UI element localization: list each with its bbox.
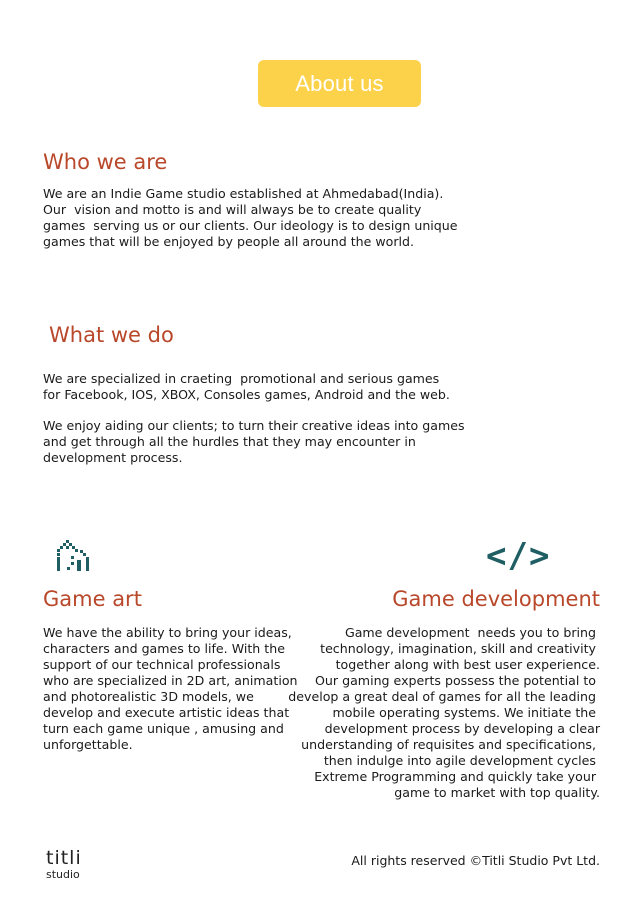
logo-subtitle: studio (46, 868, 80, 881)
text-line: Our vision and motto is and will always be to create quality (43, 202, 422, 217)
text-line: for Facebook, IOS, XBOX, Consoles games, Android and the web. (43, 387, 450, 402)
text-line: and get through all the hurdles that they may encounter in (43, 434, 416, 449)
text-line: develop and execute artistic ideas that (43, 705, 290, 720)
text-line: support of our technical professionals (43, 657, 281, 672)
text-line: and photorealistic 3D models, we (43, 689, 254, 704)
who-we-are-heading: Who we are (43, 150, 168, 174)
text-line: unforgettable. (43, 737, 133, 752)
text-line: We have the ability to bring your ideas, (43, 625, 292, 640)
text-line: development process. (43, 450, 183, 465)
text-line: then indulge into agile development cycles (323, 753, 600, 768)
copyright-notice: All rights reserved ©Titli Studio Pvt Ltd. (351, 853, 600, 868)
text-line: who are specialized in 2D art, animation (43, 673, 298, 688)
text-line: We are an Indie Game studio established at Ahmedabad(India). (43, 186, 444, 201)
text-line: turn each game unique , amusing and (43, 721, 284, 736)
text-line: game to market with top quality. (394, 785, 600, 800)
text-line: Extreme Programming and quickly take your (314, 769, 600, 784)
text-line: development process by developing a clear (324, 721, 600, 736)
pixel-house-icon (56, 540, 92, 574)
code-brackets-icon: </> (486, 536, 551, 576)
text-line: characters and games to life. With the (43, 641, 285, 656)
about-us-badge (258, 60, 421, 107)
what-we-do-heading: What we do (49, 323, 174, 347)
text-line: develop a great deal of games for all the leading (288, 689, 600, 704)
what-we-do-text-2 (43, 418, 465, 466)
text-line: understanding of requisites and specifications, (301, 737, 600, 752)
text-line: Game development needs you to bring (344, 625, 600, 640)
text-line: We are specialized in craeting promotional and serious games (43, 371, 440, 386)
text-line: We enjoy aiding our clients; to turn their creative ideas into games (43, 418, 465, 433)
logo-wordmark: titli (46, 847, 82, 869)
text-line: together along with best user experience. (335, 657, 600, 672)
text-line: Our gaming experts possess the potential to (315, 673, 600, 688)
what-we-do-text-1 (43, 371, 450, 403)
about-us-label: About us (295, 70, 384, 96)
game-art-text (43, 625, 298, 753)
who-we-are-text (43, 186, 458, 250)
text-line: mobile operating systems. We initiate the (332, 705, 600, 720)
game-development-text (288, 625, 600, 801)
text-line: games serving us or our clients. Our ideology is to design unique (43, 218, 458, 233)
titli-studio-logo (46, 849, 82, 880)
game-art-heading: Game art (43, 587, 142, 611)
text-line: games that will be enjoyed by people all around the world. (43, 234, 415, 249)
game-development-heading: Game development (392, 587, 600, 611)
text-line: technology, imagination, skill and creativity (320, 641, 600, 656)
